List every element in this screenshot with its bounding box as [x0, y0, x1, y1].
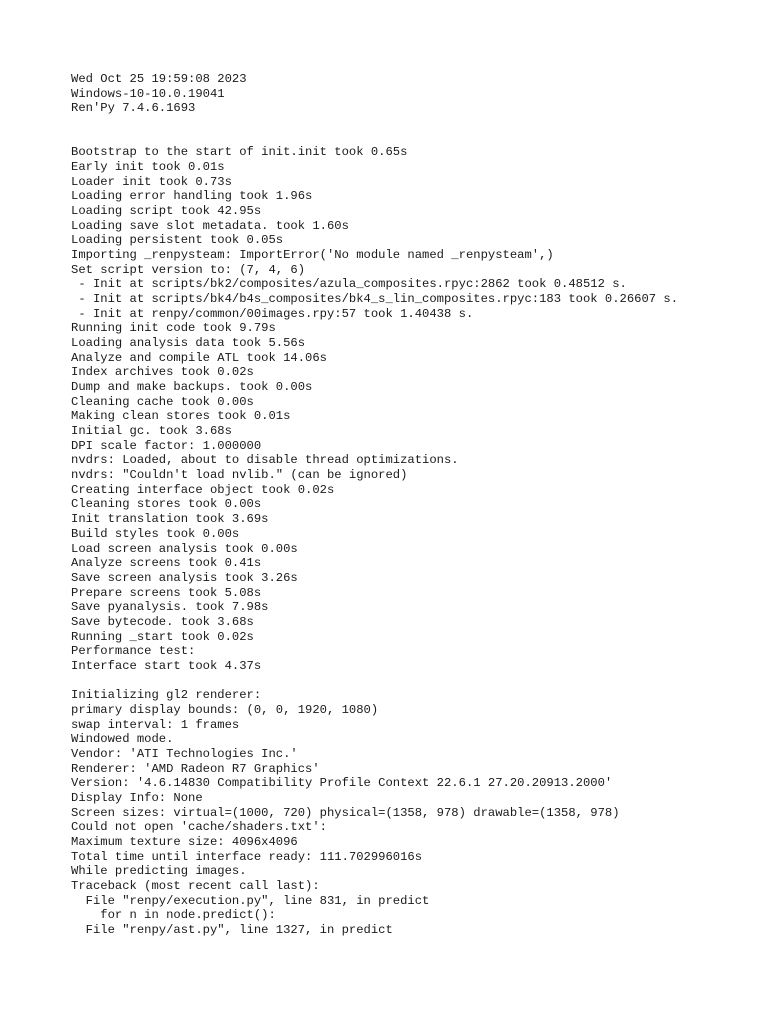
- log-header-section: [71, 72, 761, 116]
- log-line: Renderer: 'AMD Radeon R7 Graphics': [71, 761, 320, 776]
- log-line: Ren'Py 7.4.6.1693: [71, 101, 196, 116]
- log-line: While predicting images.: [71, 864, 247, 879]
- log-line: - Init at scripts/bk2/composites/azula_composites.rpyc:2862 took 0.48512 s.: [71, 277, 627, 292]
- log-line: Interface start took 4.37s: [71, 658, 262, 673]
- log-line: Loading save slot metadata. took 1.60s: [71, 218, 349, 233]
- log-line: File "renpy/execution.py", line 831, in predict: [71, 893, 430, 908]
- log-line: Save pyanalysis. took 7.98s: [71, 600, 269, 615]
- log-line: Loading error handling took 1.96s: [71, 189, 313, 204]
- log-line: Initializing gl2 renderer:: [71, 688, 262, 703]
- log-line: Analyze and compile ATL took 14.06s: [71, 350, 327, 365]
- log-line: Cleaning cache took 0.00s: [71, 394, 254, 409]
- log-line: nvdrs: Loaded, about to disable thread optimizations.: [71, 453, 459, 468]
- log-document: [71, 72, 761, 938]
- log-init-section: [71, 145, 761, 673]
- log-line: Loading analysis data took 5.56s: [71, 336, 306, 351]
- log-line: Load screen analysis took 0.00s: [71, 541, 298, 556]
- log-line: Importing _renpysteam: ImportError('No module named _renpysteam',): [71, 248, 554, 263]
- blank-line: [71, 674, 761, 689]
- log-line: for n in node.predict():: [71, 908, 276, 923]
- log-line: Init translation took 3.69s: [71, 512, 269, 527]
- log-line: Windows-10-10.0.19041: [71, 86, 225, 101]
- log-line: Version: '4.6.14830 Compatibility Profile Context 22.6.1 27.20.20913.2000': [71, 776, 613, 791]
- log-line: Cleaning stores took 0.00s: [71, 497, 262, 512]
- log-line: Total time until interface ready: 111.702996016s: [71, 849, 423, 864]
- log-line: Set script version to: (7, 4, 6): [71, 262, 306, 277]
- log-line: Wed Oct 25 19:59:08 2023: [71, 72, 247, 86]
- log-line: Making clean stores took 0.01s: [71, 409, 291, 424]
- log-line: DPI scale factor: 1.000000: [71, 438, 262, 453]
- blank-line: [71, 131, 761, 146]
- log-line: swap interval: 1 frames: [71, 717, 240, 732]
- log-line: Windowed mode.: [71, 732, 174, 747]
- log-line: Index archives took 0.02s: [71, 365, 254, 380]
- log-line: Running _start took 0.02s: [71, 629, 254, 644]
- log-line: Dump and make backups. took 0.00s: [71, 380, 313, 395]
- log-renderer-section: [71, 688, 761, 937]
- log-line: Traceback (most recent call last):: [71, 878, 320, 893]
- log-line: Maximum texture size: 4096x4096: [71, 834, 298, 849]
- log-line: Save screen analysis took 3.26s: [71, 570, 298, 585]
- log-line: Prepare screens took 5.08s: [71, 585, 262, 600]
- log-line: Bootstrap to the start of init.init took 0.65s: [71, 145, 408, 160]
- log-line: - Init at renpy/common/00images.rpy:57 took 1.40438 s.: [71, 306, 474, 321]
- log-line: Build styles took 0.00s: [71, 526, 240, 541]
- log-line: Display Info: None: [71, 790, 203, 805]
- log-line: - Init at scripts/bk4/b4s_composites/bk4_s_lin_composites.rpyc:183 took 0.26607 s.: [71, 292, 679, 307]
- log-line: File "renpy/ast.py", line 1327, in predict: [71, 922, 393, 937]
- log-line: Initial gc. took 3.68s: [71, 424, 232, 439]
- log-line: nvdrs: "Couldn't load nvlib." (can be ignored): [71, 468, 408, 483]
- log-line: Loading persistent took 0.05s: [71, 233, 284, 248]
- log-line: Creating interface object took 0.02s: [71, 482, 335, 497]
- log-line: Could not open 'cache/shaders.txt':: [71, 820, 327, 835]
- log-line: Loading script took 42.95s: [71, 204, 262, 219]
- log-line: Early init took 0.01s: [71, 160, 225, 175]
- log-line: Vendor: 'ATI Technologies Inc.': [71, 746, 298, 761]
- log-line: Loader init took 0.73s: [71, 174, 232, 189]
- log-line: Running init code took 9.79s: [71, 321, 276, 336]
- log-line: Screen sizes: virtual=(1000, 720) physical=(1358, 978) drawable=(1358, 978): [71, 805, 620, 820]
- log-line: Save bytecode. took 3.68s: [71, 614, 254, 629]
- log-line: primary display bounds: (0, 0, 1920, 1080): [71, 702, 379, 717]
- log-line: Analyze screens took 0.41s: [71, 556, 262, 571]
- log-line: Performance test:: [71, 644, 196, 659]
- blank-line: [71, 116, 761, 131]
